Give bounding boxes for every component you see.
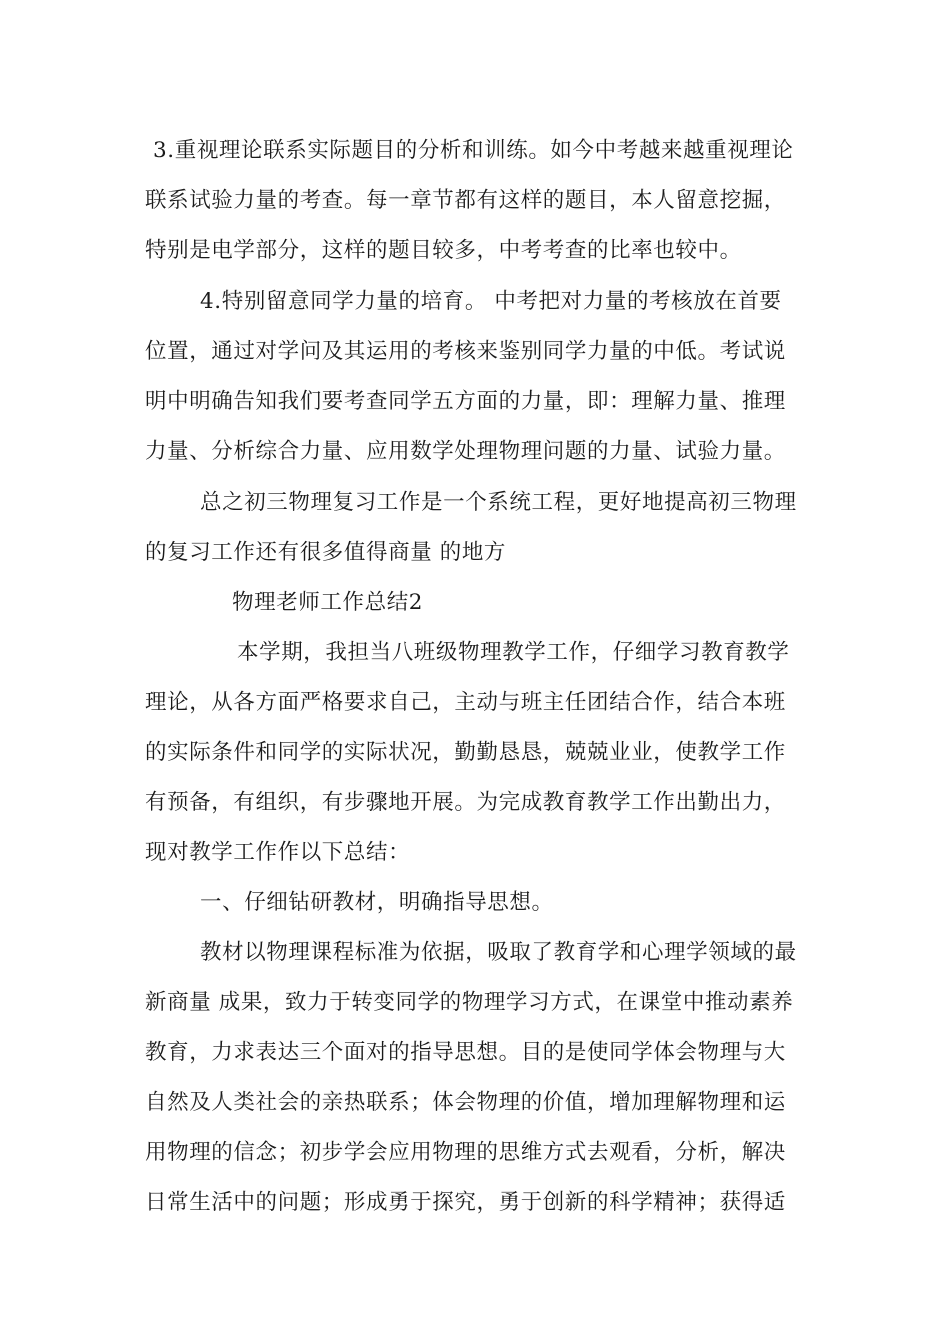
textbook-paragraph-line-1: 教材以物理课程标准为依据，吸取了教育学和心理学领域的最 <box>200 940 797 965</box>
textbook-paragraph-line-6: 日常生活中的问题；形成勇于探究，勇于创新的科学精神；获得适 <box>145 1190 786 1215</box>
summary-paragraph-line-2: 的复习工作还有很多值得商量 的地方 <box>145 540 507 565</box>
paragraph-3-line-1: 3.重视理论联系实际题目的分析和训练。如今中考越来越重视理论 <box>153 138 794 163</box>
heading-one: 一、仔细钻研教材，明确指导思想。 <box>200 890 554 915</box>
intro-paragraph-line-3: 的实际条件和同学的实际状况，勤勤恳恳，兢兢业业，使教学工作 <box>145 740 786 765</box>
paragraph-3-line-2: 联系试验力量的考查。每一章节都有这样的题目，本人留意挖掘， <box>145 188 786 213</box>
textbook-paragraph-line-4: 自然及人类社会的亲热联系；体会物理的价值，增加理解物理和运 <box>145 1090 786 1115</box>
paragraph-4-line-1: 4.特别留意同学力量的培育。 中考把对力量的考核放在首要 <box>200 289 782 314</box>
paragraph-4-line-3: 明中明确告知我们要考查同学五方面的力量，即：理解力量、推理 <box>145 389 786 414</box>
intro-paragraph-line-2: 理论，从各方面严格要求自己，主动与班主任团结合作，结合本班 <box>145 690 786 715</box>
intro-paragraph-line-1: 本学期，我担当八班级物理教学工作，仔细学习教育教学 <box>237 640 790 665</box>
textbook-paragraph-line-2: 新商量 成果，致力于转变同学的物理学习方式，在课堂中推动素养 <box>145 990 794 1015</box>
summary-paragraph-line-1: 总之初三物理复习工作是一个系统工程，更好地提高初三物理 <box>200 490 797 515</box>
textbook-paragraph-line-5: 用物理的信念；初步学会应用物理的思维方式去观看，分析，解决 <box>145 1140 786 1165</box>
textbook-paragraph-line-3: 教育，力求表达三个面对的指导思想。目的是使同学体会物理与大 <box>145 1040 786 1065</box>
intro-paragraph-line-5: 现对教学工作作以下总结： <box>145 840 411 865</box>
paragraph-4-line-4: 力量、分析综合力量、应用数学处理物理问题的力量、试验力量。 <box>145 439 786 464</box>
intro-paragraph-line-4: 有预备，有组织，有步骤地开展。为完成教育教学工作出勤出力， <box>145 790 786 815</box>
paragraph-4-line-2: 位置，通过对学问及其运用的考核来鉴别同学力量的中低。考试说 <box>145 339 786 364</box>
section-title: 物理老师工作总结2 <box>232 590 424 615</box>
paragraph-3-line-3: 特别是电学部分，这样的题目较多，中考考查的比率也较中。 <box>145 238 742 263</box>
